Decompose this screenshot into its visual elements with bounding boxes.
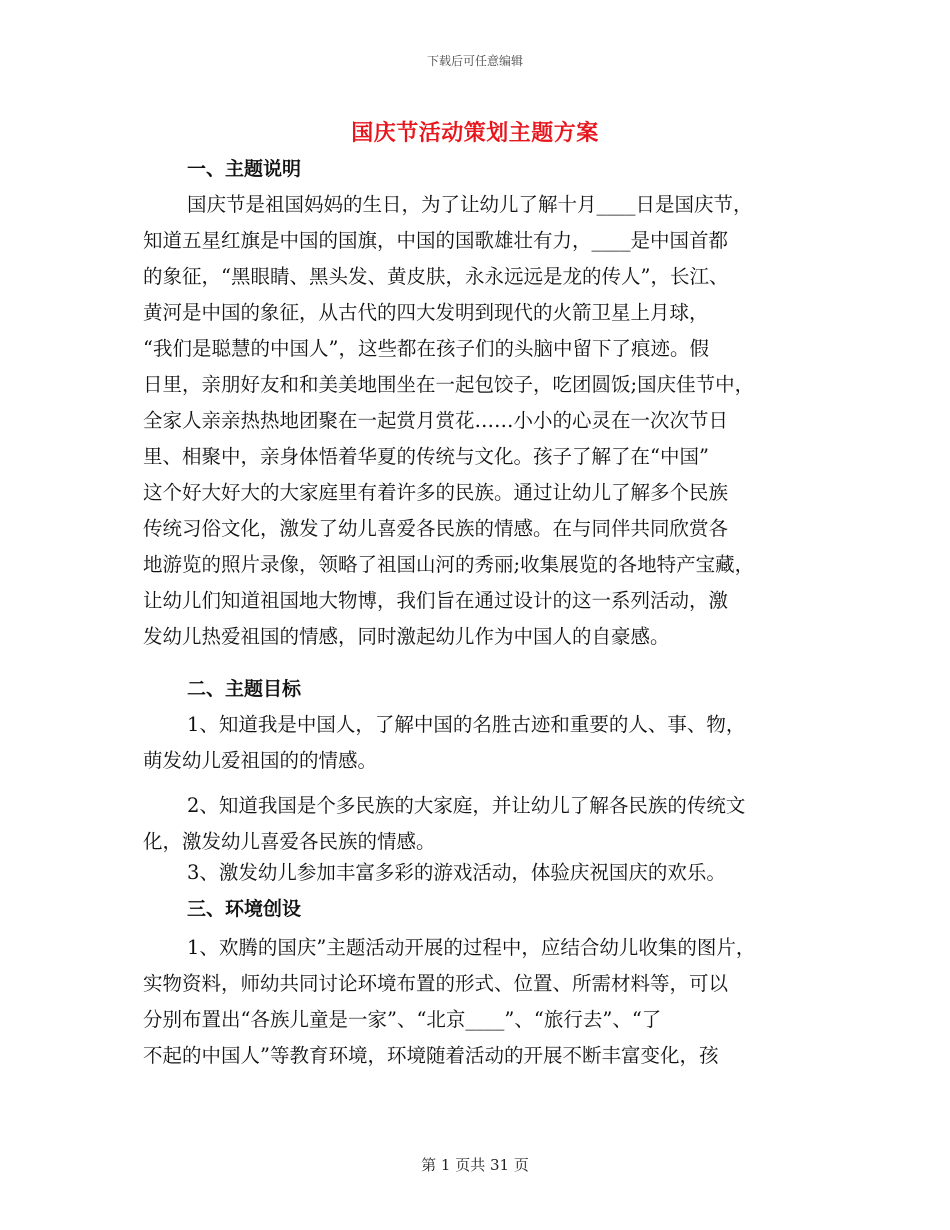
paragraph-line: 地游览的照片录像，领略了祖国山河的秀丽;收集展览的各地特产宝藏，	[143, 553, 755, 576]
paragraph-line: 传统习俗文化，激发了幼儿喜爱各民族的情感。在与同伴共同欣赏各	[143, 517, 729, 540]
section-heading-2: 二、主题目标	[187, 678, 302, 700]
paragraph-line: 知道五星红旗是中国的国旗，中国的国歌雄壮有力，____是中国首都	[143, 229, 729, 252]
paragraph-line: 发幼儿热爱祖国的情感，同时激起幼儿作为中国人的自豪感。	[143, 625, 670, 648]
paragraph-line: 分别布置出“各族儿童是一家”、“北京____”、“旅行去”、“了	[143, 1008, 662, 1031]
paragraph-line: 1、欢腾的国庆”主题活动开展的过程中，应结合幼儿收集的图片，	[187, 936, 756, 959]
paragraph-line: 实物资料，师幼共同讨论环境布置的形式、位置、所需材料等，可以	[143, 972, 729, 995]
document-title: 国庆节活动策划主题方案	[351, 120, 599, 146]
paragraph-line: 1、知道我是中国人，了解中国的名胜古迹和重要的人、事、物，	[187, 713, 746, 736]
paragraph-line: 日里，亲朋好友和和美美地围坐在一起包饺子，吃团圆饭;国庆佳节中，	[143, 373, 755, 396]
paragraph-line: 萌发幼儿爱祖国的的情感。	[143, 749, 378, 772]
section-heading-3: 三、环境创设	[187, 898, 302, 920]
paragraph-line: 3、激发幼儿参加丰富多彩的游戏活动，体验庆祝国庆的欢乐。	[187, 861, 726, 884]
page-footer: 第 1 页共 31 页	[421, 1156, 529, 1174]
paragraph-line: 全家人亲亲热热地团聚在一起赏月赏花……小小的心灵在一次次节日	[143, 409, 729, 432]
paragraph-line: 里、相聚中，亲身体悟着华夏的传统与文化。孩子了解了在“中国”	[143, 445, 709, 468]
section-heading-1: 一、主题说明	[187, 158, 302, 180]
page-header: 下载后可任意编辑	[426, 54, 523, 68]
paragraph-line: 这个好大好大的大家庭里有着许多的民族。通过让幼儿了解多个民族	[143, 481, 729, 504]
paragraph-line: 让幼儿们知道祖国地大物博，我们旨在通过设计的这一系列活动，激	[143, 589, 729, 612]
paragraph-line: 化，激发幼儿喜爱各民族的情感。	[143, 830, 436, 853]
paragraph-line: 2、知道我国是个多民族的大家庭，并让幼儿了解各民族的传统文	[187, 794, 746, 817]
paragraph-line: 的象征，“黑眼睛、黑头发、黄皮肤，永永远远是龙的传人”，长江、	[143, 265, 729, 288]
paragraph-line: 黄河是中国的象征，从古代的四大发明到现代的火箭卫星上月球，	[143, 301, 709, 324]
paragraph-line: 国庆节是祖国妈妈的生日，为了让幼儿了解十月____日是国庆节，	[187, 193, 753, 216]
paragraph-line: 不起的中国人”等教育环境，环境随着活动的开展不断丰富变化，孩	[143, 1044, 719, 1067]
paragraph-line: “我们是聪慧的中国人”，这些都在孩子们的头脑中留下了痕迹。假	[143, 337, 709, 360]
